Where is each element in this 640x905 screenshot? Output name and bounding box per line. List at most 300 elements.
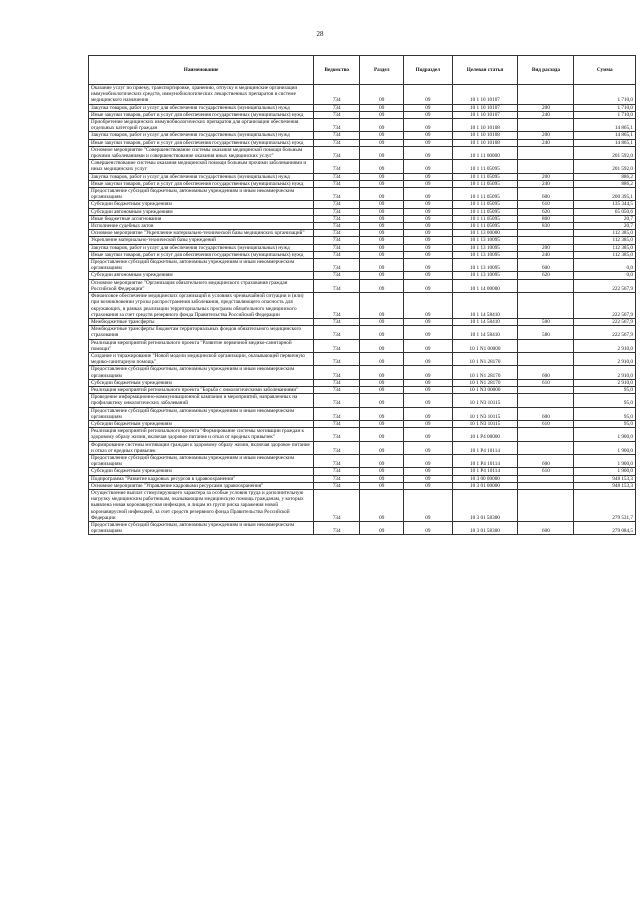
cell-expense — [518, 119, 574, 132]
cell-name: Субсидии бюджетным учреждениям — [89, 201, 314, 208]
cell-expense: 610 — [518, 379, 574, 386]
cell-target: 10 1 N1 28170 — [452, 366, 518, 379]
cell-name: Создание и тиражирование "Новой модели медицинской организации, оказывающей первичную медико-санитарную помощь" — [89, 352, 314, 365]
cell-sum: 112 385,0 — [574, 237, 636, 244]
cell-expense — [518, 85, 574, 105]
cell-name: Оказание услуг по приему, транспортировке, хранению, отпуску в медицинские организации иммунобиологических средств, иммунобиологических лекарственных препаратов в системе медицинского назначения — [89, 85, 314, 105]
table-row — [89, 251, 636, 258]
cell-ministry: 734 — [314, 279, 360, 292]
cell-target: 10 1 11 05095 — [452, 201, 518, 208]
cell-ministry: 734 — [314, 230, 360, 237]
cell-sum: 2 910,0 — [574, 339, 636, 352]
cell-target: 10 1 N3 10115 — [452, 407, 518, 420]
cell-target: 10 1 11 05095 — [452, 188, 518, 201]
cell-section: 09 — [360, 522, 404, 535]
cell-target: 10 1 10 10107 — [452, 104, 518, 111]
table-row — [89, 339, 636, 352]
cell-section: 09 — [360, 188, 404, 201]
cell-name: Предоставление субсидий бюджетным, автономным учреждениям и иным некоммерческим организациям — [89, 188, 314, 201]
cell-subsection: 09 — [404, 339, 452, 352]
cell-subsection: 09 — [404, 139, 452, 146]
cell-ministry: 734 — [314, 180, 360, 187]
cell-subsection: 09 — [404, 522, 452, 535]
cell-section: 09 — [360, 454, 404, 467]
cell-section: 09 — [360, 201, 404, 208]
cell-subsection: 09 — [404, 420, 452, 427]
header-sum: Сумма — [574, 56, 636, 85]
cell-target: 10 1 10 10107 — [452, 85, 518, 105]
cell-expense: 240 — [518, 139, 574, 146]
cell-target: 10 1 11 05095 — [452, 160, 518, 173]
cell-target: 10 1 11 00000 — [452, 146, 518, 159]
cell-subsection: 09 — [404, 441, 452, 454]
cell-section: 09 — [360, 111, 404, 118]
cell-subsection: 09 — [404, 119, 452, 132]
cell-name: Закупка товаров, работ и услуг для обеспечения государственных (муниципальных) нужд — [89, 104, 314, 111]
cell-name: Субсидии бюджетным учреждениям — [89, 420, 314, 427]
cell-section: 09 — [360, 279, 404, 292]
cell-target: 10 1 13 00000 — [452, 230, 518, 237]
cell-section: 09 — [360, 489, 404, 521]
cell-name: Предоставление субсидий бюджетным, автономным учреждениям и иным некоммерческим организациям — [89, 366, 314, 379]
cell-subsection: 09 — [404, 132, 452, 139]
cell-ministry: 734 — [314, 223, 360, 230]
header-expense: Вид расхода — [518, 56, 574, 85]
cell-ministry: 734 — [314, 394, 360, 407]
cell-ministry: 734 — [314, 482, 360, 489]
cell-sum: 112 385,0 — [574, 251, 636, 258]
cell-expense: 200 — [518, 132, 574, 139]
table-row — [89, 208, 636, 215]
cell-target: 10 1 11 05095 — [452, 180, 518, 187]
cell-name: Основное мероприятие "Организация обязательного медицинского страхования граждан Российской Федерации" — [89, 279, 314, 292]
cell-name: Субсидии бюджетным учреждениям — [89, 468, 314, 475]
cell-sum: 20,7 — [574, 223, 636, 230]
cell-sum: 20,7 — [574, 215, 636, 222]
cell-sum: 95,0 — [574, 386, 636, 393]
cell-ministry: 734 — [314, 489, 360, 521]
table-row — [89, 293, 636, 319]
cell-ministry: 734 — [314, 420, 360, 427]
cell-sum: 2 910,0 — [574, 352, 636, 365]
cell-name: Межбюджетные трансферты — [89, 318, 314, 325]
cell-subsection: 09 — [404, 201, 452, 208]
cell-sum: 2 910,0 — [574, 366, 636, 379]
cell-target: 10 1 11 05095 — [452, 173, 518, 180]
cell-sum: 1 710,0 — [574, 104, 636, 111]
cell-expense — [518, 386, 574, 393]
table-row — [89, 489, 636, 521]
cell-subsection: 09 — [404, 111, 452, 118]
cell-target: 10 1 N3 00000 — [452, 386, 518, 393]
cell-name: Основное мероприятие "Управление кадровыми ресурсами здравоохранения" — [89, 482, 314, 489]
cell-section: 09 — [360, 244, 404, 251]
cell-expense — [518, 237, 574, 244]
cell-expense: 240 — [518, 180, 574, 187]
header-subsection: Подраздел — [404, 56, 452, 85]
cell-name: Предоставление субсидий бюджетным, автономным учреждениям и иным некоммерческим организациям — [89, 454, 314, 467]
cell-target: 10 1 P4 10114 — [452, 441, 518, 454]
cell-ministry: 734 — [314, 85, 360, 105]
cell-sum: 886,2 — [574, 180, 636, 187]
cell-target: 10 1 14 58410 — [452, 318, 518, 325]
header-target: Целевая статья — [452, 56, 518, 85]
cell-sum: 14 865,1 — [574, 132, 636, 139]
cell-section: 09 — [360, 428, 404, 441]
cell-target: 10 3 01 00000 — [452, 482, 518, 489]
page-number: 28 — [316, 30, 324, 38]
table-row — [89, 223, 636, 230]
cell-ministry: 734 — [314, 215, 360, 222]
cell-name: Предоставление субсидий бюджетным, автономным учреждениям и иным некоммерческим организациям — [89, 522, 314, 535]
cell-name: Основное мероприятие "Укрепление материально-технической базы медицинских организаций" — [89, 230, 314, 237]
cell-name: Приобретение медицинских иммунобиологических препаратов для организации обеспечения отдельных категорий граждан — [89, 119, 314, 132]
cell-sum: 135 344,5 — [574, 201, 636, 208]
cell-target: 10 1 P4 10114 — [452, 454, 518, 467]
cell-section: 09 — [360, 85, 404, 105]
cell-name: Межбюджетные трансферты бюджетам территориальных фондов обязательного медицинского страхования — [89, 326, 314, 339]
cell-subsection: 09 — [404, 482, 452, 489]
table-row — [89, 522, 636, 535]
cell-section: 09 — [360, 475, 404, 482]
cell-section: 09 — [360, 223, 404, 230]
cell-expense — [518, 279, 574, 292]
cell-section: 09 — [360, 339, 404, 352]
cell-expense: 600 — [518, 522, 574, 535]
cell-target: 10 1 14 58410 — [452, 326, 518, 339]
cell-name: Укрепление материально-технической базы учреждений — [89, 237, 314, 244]
cell-ministry: 734 — [314, 188, 360, 201]
cell-section: 09 — [360, 366, 404, 379]
cell-ministry: 734 — [314, 160, 360, 173]
cell-expense: 240 — [518, 111, 574, 118]
cell-sum: 112 385,0 — [574, 230, 636, 237]
cell-name: Основное мероприятие "Совершенствование системы оказания медицинской помощи больным прочими заболеваниями и совершенствование оказания иных медицинских услуг" — [89, 146, 314, 159]
table-row — [89, 386, 636, 393]
cell-expense: 200 — [518, 244, 574, 251]
cell-target: 10 1 N3 10115 — [452, 420, 518, 427]
cell-sum: 95,0 — [574, 420, 636, 427]
cell-target: 10 1 N1 28170 — [452, 379, 518, 386]
cell-target: 10 1 14 58410 — [452, 293, 518, 319]
cell-subsection: 09 — [404, 272, 452, 279]
cell-section: 09 — [360, 237, 404, 244]
cell-subsection: 09 — [404, 394, 452, 407]
cell-ministry: 734 — [314, 208, 360, 215]
table-row — [89, 441, 636, 454]
cell-subsection: 09 — [404, 386, 452, 393]
table-row — [89, 201, 636, 208]
cell-name: Осуществление выплат стимулирующего характера за особые условия труда и дополнительную нагрузку медицинским работникам, оказывающим медицинскую помощь гражданам, у которых выявлена новая коронавирусная инфекция, и лицам из групп риска заражения новой коронавирусной инфекцией, за счет средств резервного фонда Правительства Российской Федерации — [89, 489, 314, 521]
table-row — [89, 119, 636, 132]
cell-sum: 14 865,1 — [574, 119, 636, 132]
cell-subsection: 09 — [404, 468, 452, 475]
cell-section: 09 — [360, 326, 404, 339]
table-row — [89, 366, 636, 379]
table-row — [89, 259, 636, 272]
cell-target: 10 1 14 00000 — [452, 279, 518, 292]
table-row — [89, 85, 636, 105]
table-row — [89, 379, 636, 386]
cell-subsection: 09 — [404, 428, 452, 441]
table-row — [89, 394, 636, 407]
table-row — [89, 326, 636, 339]
cell-target: 10 1 11 05095 — [452, 223, 518, 230]
cell-subsection: 09 — [404, 180, 452, 187]
cell-expense: 200 — [518, 173, 574, 180]
table-row — [89, 215, 636, 222]
cell-ministry: 734 — [314, 428, 360, 441]
cell-expense — [518, 428, 574, 441]
cell-subsection: 09 — [404, 407, 452, 420]
cell-section: 09 — [360, 160, 404, 173]
cell-sum: 14 865,1 — [574, 139, 636, 146]
cell-section: 09 — [360, 441, 404, 454]
cell-ministry: 734 — [314, 251, 360, 258]
cell-ministry: 734 — [314, 244, 360, 251]
cell-section: 09 — [360, 251, 404, 258]
cell-subsection: 09 — [404, 251, 452, 258]
cell-subsection: 09 — [404, 293, 452, 319]
cell-section: 09 — [360, 230, 404, 237]
cell-sum: 222 567,9 — [574, 318, 636, 325]
cell-ministry: 734 — [314, 139, 360, 146]
cell-section: 09 — [360, 215, 404, 222]
cell-name: Субсидии автономным учреждениям — [89, 272, 314, 279]
cell-expense: 800 — [518, 215, 574, 222]
cell-expense: 620 — [518, 208, 574, 215]
table-row — [89, 188, 636, 201]
cell-subsection: 09 — [404, 85, 452, 105]
cell-ministry: 734 — [314, 352, 360, 365]
cell-section: 09 — [360, 139, 404, 146]
header-ministry: Ведомство — [314, 56, 360, 85]
cell-name: Закупка товаров, работ и услуг для обеспечения государственных (муниципальных) нужд — [89, 244, 314, 251]
cell-ministry: 734 — [314, 339, 360, 352]
cell-subsection: 09 — [404, 366, 452, 379]
table-row — [89, 272, 636, 279]
cell-expense: 600 — [518, 407, 574, 420]
cell-subsection: 09 — [404, 215, 452, 222]
cell-sum: 200 395,1 — [574, 188, 636, 201]
cell-sum: 1 900,0 — [574, 441, 636, 454]
cell-sum: 201 592,0 — [574, 146, 636, 159]
cell-section: 09 — [360, 272, 404, 279]
cell-subsection: 09 — [404, 230, 452, 237]
cell-ministry: 734 — [314, 379, 360, 386]
cell-expense: 610 — [518, 420, 574, 427]
cell-name: Иные бюджетные ассигнования — [89, 215, 314, 222]
table-row — [89, 482, 636, 489]
cell-ministry: 734 — [314, 119, 360, 132]
cell-name: Иные закупки товаров, работ и услуг для обеспечения государственных (муниципальных) нужд — [89, 111, 314, 118]
table-row — [89, 104, 636, 111]
table-row — [89, 111, 636, 118]
cell-sum: 948 153,3 — [574, 475, 636, 482]
cell-target: 10 1 N3 10115 — [452, 394, 518, 407]
cell-ministry: 734 — [314, 104, 360, 111]
cell-expense: 200 — [518, 104, 574, 111]
cell-target: 10 1 N1 28170 — [452, 352, 518, 365]
cell-sum: 65 050,6 — [574, 208, 636, 215]
cell-sum: 1 900,0 — [574, 428, 636, 441]
cell-subsection: 09 — [404, 244, 452, 251]
cell-subsection: 09 — [404, 489, 452, 521]
cell-sum: 2 910,0 — [574, 379, 636, 386]
cell-subsection: 09 — [404, 454, 452, 467]
cell-sum: 1 710,0 — [574, 111, 636, 118]
table-row — [89, 420, 636, 427]
cell-sum: 1 900,0 — [574, 454, 636, 467]
table-row — [89, 180, 636, 187]
cell-section: 09 — [360, 318, 404, 325]
budget-table — [88, 55, 636, 535]
cell-target: 10 1 10 10108 — [452, 119, 518, 132]
cell-subsection: 09 — [404, 259, 452, 272]
cell-name: Реализация мероприятий регионального проекта "Борьба с онкологическими заболеваниями" — [89, 386, 314, 393]
cell-ministry: 734 — [314, 146, 360, 159]
cell-ministry: 734 — [314, 272, 360, 279]
cell-name: Закупка товаров, работ и услуг для обеспечения государственных (муниципальных) нужд — [89, 173, 314, 180]
table-row — [89, 407, 636, 420]
cell-sum: 1 710,0 — [574, 85, 636, 105]
cell-section: 09 — [360, 407, 404, 420]
cell-sum: 0,0 — [574, 259, 636, 272]
cell-section: 09 — [360, 146, 404, 159]
cell-name: Субсидии бюджетным учреждениям — [89, 379, 314, 386]
cell-expense — [518, 230, 574, 237]
cell-name: Субсидии автономным учреждениям — [89, 208, 314, 215]
cell-ministry: 734 — [314, 475, 360, 482]
cell-ministry: 734 — [314, 366, 360, 379]
table-row — [89, 173, 636, 180]
cell-section: 09 — [360, 420, 404, 427]
cell-sum: 95,0 — [574, 407, 636, 420]
cell-subsection: 09 — [404, 146, 452, 159]
table-row — [89, 352, 636, 365]
header-section: Раздел — [360, 56, 404, 85]
cell-ministry: 734 — [314, 259, 360, 272]
cell-target: 10 1 P4 00000 — [452, 428, 518, 441]
cell-ministry: 734 — [314, 326, 360, 339]
cell-ministry: 734 — [314, 318, 360, 325]
cell-name: Реализация мероприятий регионального проекта "Формирование системы мотивации граждан к здоровому образу жизни, включая здоровое питание и отказ от вредных привычек" — [89, 428, 314, 441]
cell-target: 10 3 01 58300 — [452, 489, 518, 521]
cell-sum: 222 567,9 — [574, 279, 636, 292]
cell-name: Финансовое обеспечение медицинских организаций в условиях чрезвычайной ситуации и (или) при возникновении угрозы распространения заболевания, представляющего опасность для окружающих, в рамках реализации территориальных программ обязательного медицинского страхования за счет средств резервного фонда Правительства Российской Федерации — [89, 293, 314, 319]
cell-expense: 830 — [518, 223, 574, 230]
cell-subsection: 09 — [404, 173, 452, 180]
cell-name: Проведение информационно-коммуникационной кампании и мероприятий, направленных на профилактику онкологических заболеваний — [89, 394, 314, 407]
cell-sum: 112 385,0 — [574, 244, 636, 251]
cell-sum: 201 592,0 — [574, 160, 636, 173]
cell-subsection: 09 — [404, 160, 452, 173]
cell-expense — [518, 293, 574, 319]
cell-target: 10 1 P4 10114 — [452, 468, 518, 475]
cell-sum: 1 900,0 — [574, 468, 636, 475]
cell-sum: 222 567,9 — [574, 326, 636, 339]
cell-ministry: 734 — [314, 173, 360, 180]
cell-section: 09 — [360, 119, 404, 132]
cell-name: Иные закупки товаров, работ и услуг для обеспечения государственных (муниципальных) нужд — [89, 180, 314, 187]
cell-section: 09 — [360, 379, 404, 386]
cell-ministry: 734 — [314, 237, 360, 244]
cell-target: 10 1 13 10095 — [452, 237, 518, 244]
cell-subsection: 09 — [404, 208, 452, 215]
cell-name: Иные закупки товаров, работ и услуг для обеспечения государственных (муниципальных) нужд — [89, 251, 314, 258]
table-row — [89, 230, 636, 237]
table-row — [89, 454, 636, 467]
cell-sum: 948 153,3 — [574, 482, 636, 489]
cell-section: 09 — [360, 104, 404, 111]
cell-section: 09 — [360, 208, 404, 215]
cell-ministry: 734 — [314, 386, 360, 393]
cell-target: 10 1 11 05095 — [452, 208, 518, 215]
cell-expense — [518, 482, 574, 489]
cell-expense: 240 — [518, 251, 574, 258]
table-row — [89, 132, 636, 139]
cell-section: 09 — [360, 394, 404, 407]
cell-expense — [518, 339, 574, 352]
cell-ministry: 734 — [314, 293, 360, 319]
cell-expense — [518, 489, 574, 521]
table-row — [89, 146, 636, 159]
cell-sum: 279 531,7 — [574, 489, 636, 521]
cell-expense: 600 — [518, 454, 574, 467]
table-body — [89, 85, 636, 535]
cell-ministry: 734 — [314, 407, 360, 420]
cell-subsection: 09 — [404, 318, 452, 325]
cell-target: 10 1 13 10095 — [452, 251, 518, 258]
cell-target: 10 1 13 10095 — [452, 272, 518, 279]
cell-section: 09 — [360, 386, 404, 393]
cell-subsection: 09 — [404, 279, 452, 292]
cell-expense: 600 — [518, 259, 574, 272]
cell-expense — [518, 441, 574, 454]
cell-name: Иные закупки товаров, работ и услуг для обеспечения государственных (муниципальных) нужд — [89, 139, 314, 146]
table-row — [89, 139, 636, 146]
cell-name: Реализация мероприятий регионального проекта "Развитие первичной медико-санитарной помощи" — [89, 339, 314, 352]
cell-target: 10 1 10 10108 — [452, 139, 518, 146]
cell-target: 10 3 01 58300 — [452, 522, 518, 535]
cell-target: 10 1 10 10107 — [452, 111, 518, 118]
cell-target: 10 3 00 00000 — [452, 475, 518, 482]
table-header-row — [89, 56, 636, 85]
cell-target: 10 1 13 10095 — [452, 244, 518, 251]
table-row — [89, 475, 636, 482]
cell-expense: 610 — [518, 468, 574, 475]
table-row — [89, 428, 636, 441]
table-row — [89, 244, 636, 251]
cell-subsection: 09 — [404, 379, 452, 386]
cell-sum: 95,0 — [574, 394, 636, 407]
header-name: Наименование — [89, 56, 314, 85]
cell-section: 09 — [360, 259, 404, 272]
cell-ministry: 734 — [314, 454, 360, 467]
cell-expense: 600 — [518, 188, 574, 201]
cell-expense: 610 — [518, 201, 574, 208]
cell-section: 09 — [360, 173, 404, 180]
cell-subsection: 09 — [404, 104, 452, 111]
cell-expense: 600 — [518, 366, 574, 379]
cell-subsection: 09 — [404, 223, 452, 230]
cell-section: 09 — [360, 482, 404, 489]
cell-ministry: 734 — [314, 111, 360, 118]
cell-section: 09 — [360, 132, 404, 139]
cell-sum: 222 567,9 — [574, 293, 636, 319]
cell-target: 10 1 N1 00000 — [452, 339, 518, 352]
cell-ministry: 734 — [314, 522, 360, 535]
